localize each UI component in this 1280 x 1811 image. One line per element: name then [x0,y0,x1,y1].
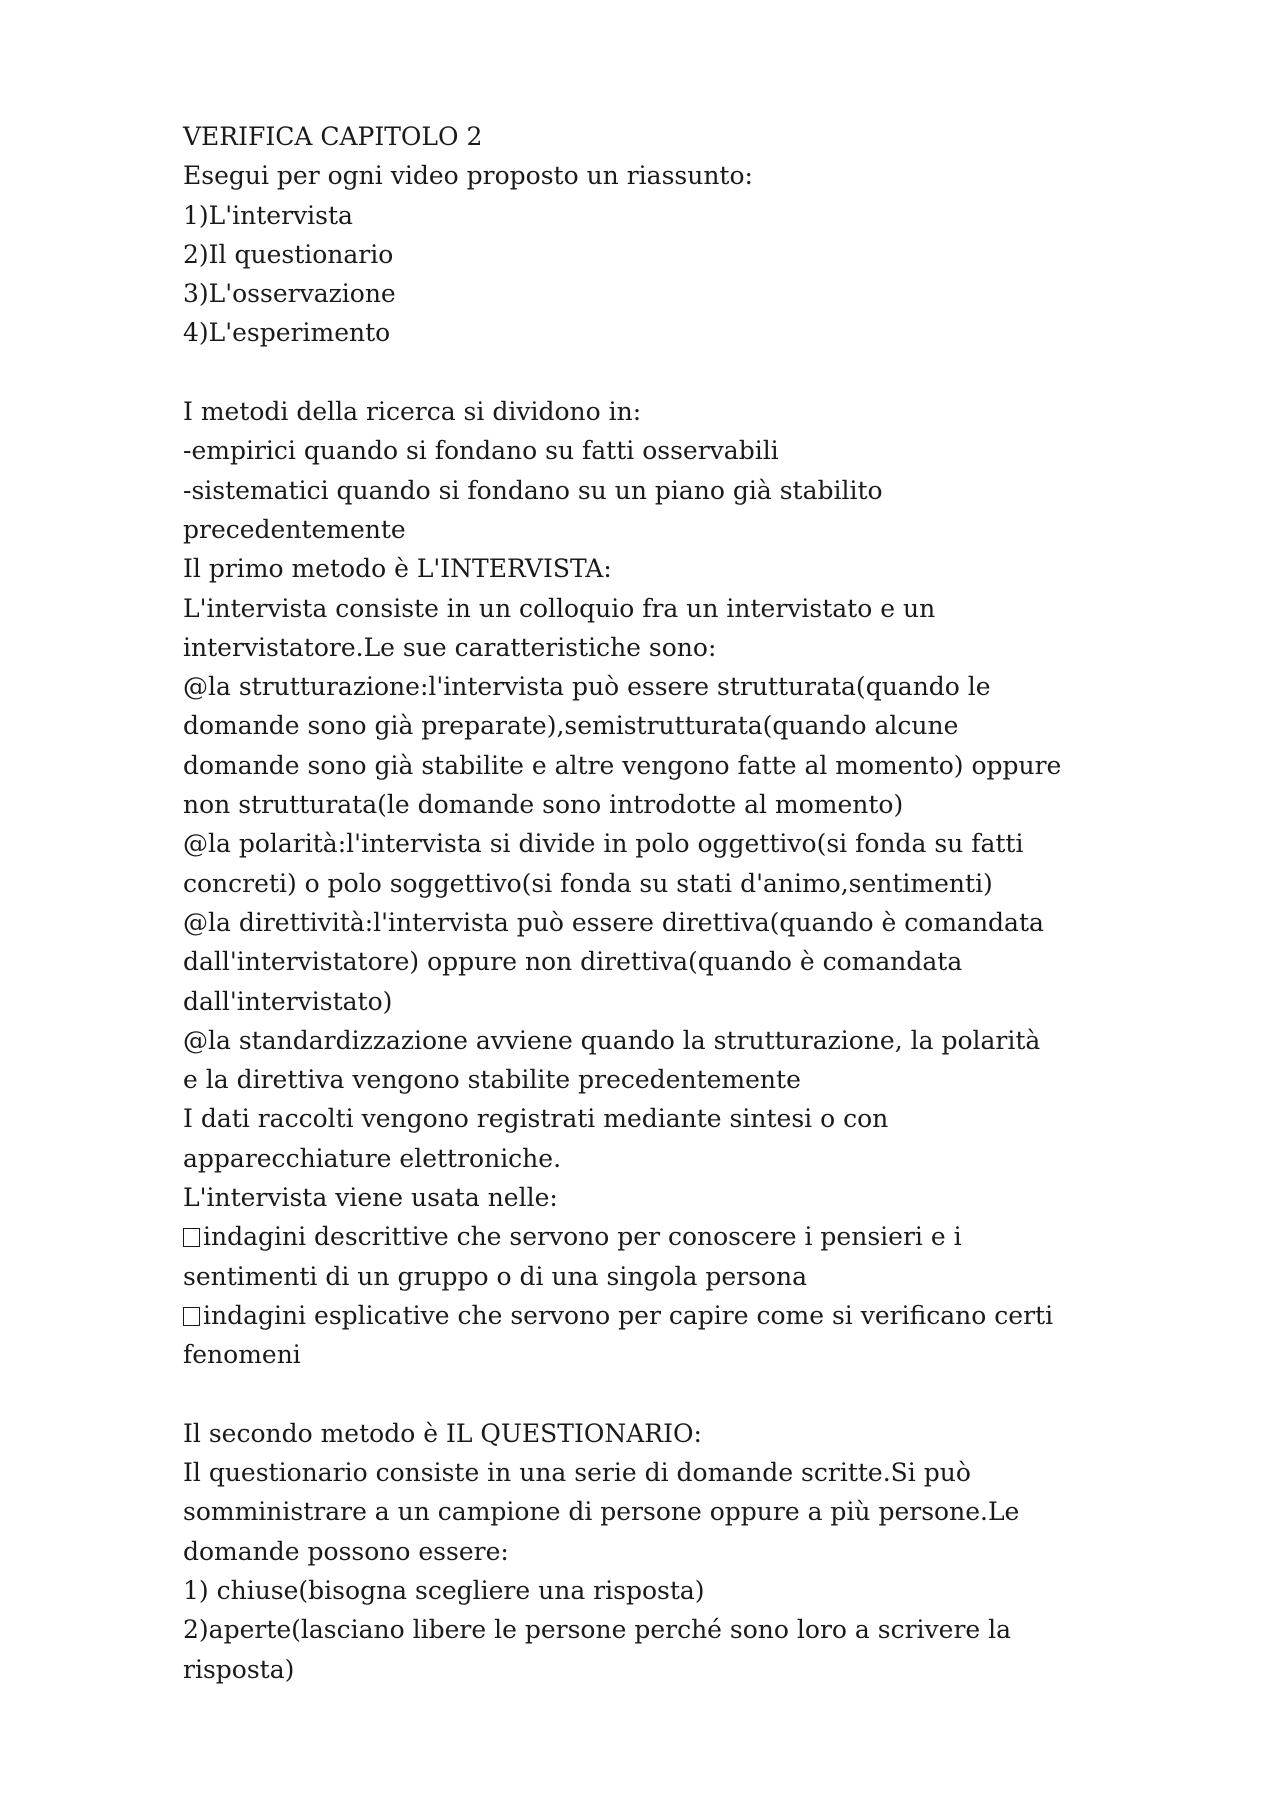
doc-line: Il secondo metodo è IL QUESTIONARIO: [183,1418,702,1448]
doc-line: Esegui per ogni video proposto un riassunto: [183,161,753,191]
bullet-line [183,1296,1123,1335]
doc-line: @la direttività:l'intervista può essere direttiva(quando è comandata [183,907,1044,937]
doc-line: -sistematici quando si fondano su un piano già stabilito [183,475,883,505]
doc-line: intervistatore.Le sue caratteristiche sono: [183,632,717,662]
doc-line: domande sono già stabilite e altre vengono fatte al momento) oppure [183,750,1062,780]
doc-line: L'intervista consiste in un colloquio fra un intervistato e un [183,593,936,623]
doc-line: 4)L'esperimento [183,318,391,348]
doc-line: non strutturata(le domande sono introdotte al momento) [183,790,904,820]
bullet-line [183,1217,1123,1256]
blank-line [183,353,1123,392]
doc-line: dall'intervistato) [183,986,393,1016]
doc-line: 2)aperte(lasciano libere le persone perché sono loro a scrivere la [183,1615,1012,1645]
doc-line: @la strutturazione:l'intervista può essere strutturata(quando le [183,672,991,702]
doc-title: VERIFICA CAPITOLO 2 [183,122,483,151]
bullet-text: indagini descrittive che servono per conoscere i pensieri e i [203,1222,962,1252]
doc-line: domande sono già preparate),semistrutturata(quando alcune [183,711,959,741]
doc-line: @la polarità:l'intervista si divide in polo oggettivo(si fonda su fatti [183,829,1024,859]
doc-line: fenomeni [183,1340,301,1370]
doc-line: dall'intervistatore) oppure non direttiva(quando è comandata [183,947,963,977]
doc-line: L'intervista viene usata nelle: [183,1183,558,1213]
doc-line: I metodi della ricerca si dividono in: [183,397,642,427]
doc-line: e la direttiva vengono stabilite precedentemente [183,1065,801,1095]
doc-line: 1)L'intervista [183,200,353,230]
doc-line: 3)L'osservazione [183,279,396,309]
checkbox-bullet-icon [183,1307,200,1326]
document-body [183,117,1123,1689]
bullet-text: indagini esplicative che servono per capire come si verificano certi [203,1300,1054,1330]
doc-line: Il primo metodo è L'INTERVISTA: [183,554,612,584]
doc-line: 2)Il questionario [183,239,394,269]
doc-line: Il questionario consiste in una serie di domande scritte.Si può [183,1458,971,1488]
blank-line [183,1375,1123,1414]
doc-line: I dati raccolti vengono registrati mediante sintesi o con [183,1104,889,1134]
doc-line: somministrare a un campione di persone oppure a più persone.Le [183,1497,1020,1527]
doc-line: risposta) [183,1654,295,1684]
doc-line: -empirici quando si fondano su fatti osservabili [183,436,779,466]
doc-line: concreti) o polo soggettivo(si fonda su stati d'animo,sentimenti) [183,868,993,898]
doc-line: apparecchiature elettroniche. [183,1143,562,1173]
doc-line: 1) chiuse(bisogna scegliere una risposta) [183,1575,705,1605]
doc-line: precedentemente [183,514,406,544]
doc-line: sentimenti di un gruppo o di una singola persona [183,1261,807,1291]
doc-line: domande possono essere: [183,1536,509,1566]
checkbox-bullet-icon [183,1228,200,1247]
doc-line: @la standardizzazione avviene quando la strutturazione, la polarità [183,1025,1041,1055]
